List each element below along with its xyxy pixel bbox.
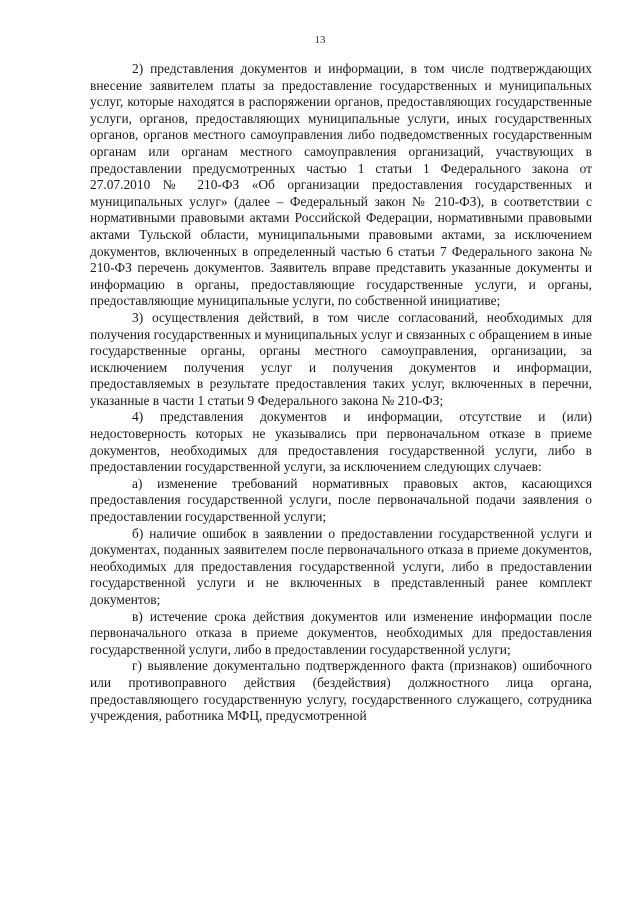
subparagraph-a: а) изменение требований нормативных правовых актов, касающихся предоставления государственной услуги, после первоначальной подачи заявления о предоставлении государственной услуги; [90, 475, 592, 525]
subparagraph-v: в) истечение срока действия документов или изменение информации после первоначального отказа в приеме документов, необходимых для предоставления государственной услуги, либо в предоставлении государственной услуги; [90, 608, 592, 657]
subparagraph-b: б) наличие ошибок в заявлении о предоставлении государственной услуги и документах, поданных заявителем после первоначального отказа в приеме документов, необходимых для предоставления государственной услуги, либо в предоставлении государственной услуги и не включенных в представленный ранее комплект документов; [90, 525, 592, 607]
paragraph-item-4: 4) представления документов и информации, отсутствие и (или) недостоверность которых не указывались при первоначальном отказе в приеме документов, необходимых для предоставления государственной услуги, либо в предоставлении государственной услуги, за исключением следующих случаев: [90, 409, 592, 475]
paragraph-item-2: 2) представления документов и информации, в том числе подтверждающих внесение заявителем платы за предоставление государственных и муниципальных услуг, которые находятся в распоряжении органов, предоставляющих государственные услуги, органов, предоставляющих муниципальные услуги, иных государственных органов, органов местного самоуправления либо подведомственных государственным органам или органам местного самоуправления организаций, участвующих в предоставлении предусмотренных частью 1 статьи 1 Федерального закона от 27.07.2010 № 210-ФЗ «Об организации предоставления государственных и муниципальных услуг» (далее – Федеральный закон № 210-ФЗ), в соответствии с нормативными правовыми актами Российской Федерации, нормативными правовыми актами Тульской области, муниципальными правовыми актами, за исключением документов, включенных в определенный частью 6 статьи 7 Федерального закона № 210-ФЗ перечень документов. Заявитель вправе представить указанные документы и информацию в органы, предоставляющие государственные услуги, и органы, предоставляющие муниципальные услуги, по собственной инициативе; [90, 61, 592, 309]
paragraph-item-3: 3) осуществления действий, в том числе согласований, необходимых для получения государственных и муниципальных услуг и связанных с обращением в иные государственные органы, органы местного самоуправления, организации, за исключением получения услуг и получения документов и информации, предоставляемых в результате предоставления таких услуг, включенных в перечни, указанные в части 1 статьи 9 Федерального закона № 210-ФЗ; [90, 309, 592, 408]
document-body [90, 61, 592, 725]
subparagraph-g: г) выявление документально подтвержденного факта (признаков) ошибочного или противоправного действия (бездействия) должностного лица органа, предоставляющего государственную услугу, государственного служащего, сотрудника учреждения, работника МФЦ, предусмотренной [90, 658, 592, 724]
page-number: 13 [314, 34, 326, 46]
